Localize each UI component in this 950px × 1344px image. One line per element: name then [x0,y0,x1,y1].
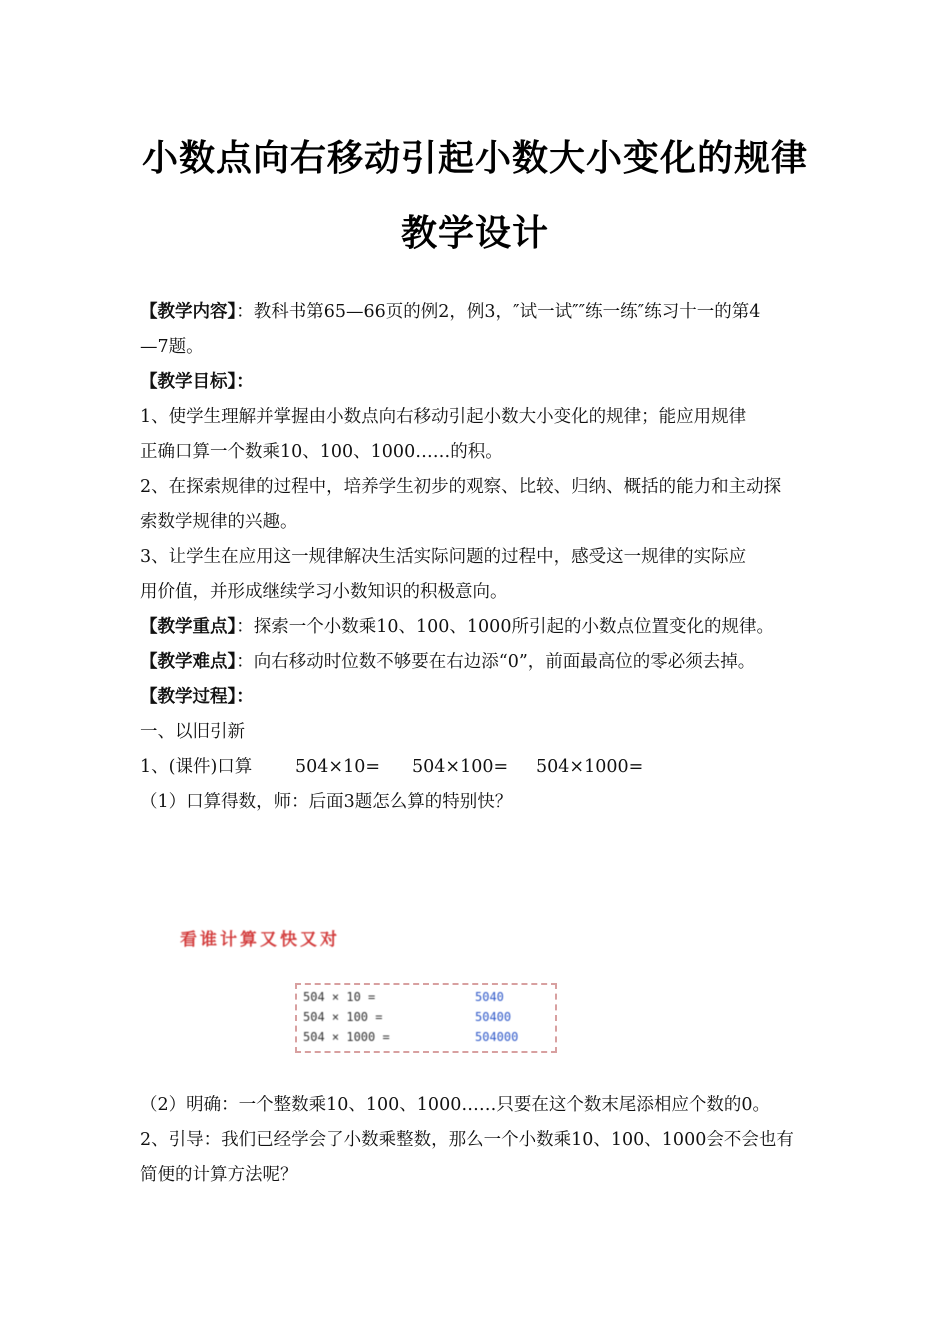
goal-2-line-2: 索数学规律的兴趣。 [140,512,298,532]
slide-answer-box [295,983,557,1053]
content-label: 【教学内容】 [140,302,237,322]
slide-row [303,1007,549,1027]
process-heading [140,680,820,715]
difficulty-line [140,645,820,680]
goal-1-line-1: 1、使学生理解并掌握由小数点向右移动引起小数大小变化的规律；能应用规律 [140,407,747,427]
slide-image [180,925,580,1044]
process-colon: ： [236,687,254,707]
content-line-2: —7题。 [140,337,204,357]
document-body-continued [140,1088,820,1193]
document-subtitle: 教学设计 [400,213,549,254]
slide-row [303,1027,549,1047]
difficulty-text: ：向右移动时位数不够要在右边添“0”，前面最高位的零必须去掉。 [236,652,756,672]
content-line [140,295,820,330]
goal-1-line-2: 正确口算一个数乘10、100、1000……的积。 [140,442,503,462]
slide-heading: 看谁计算又快又对 [180,930,340,950]
calc-expression-1: 504×10= [295,757,380,777]
question-2: （2）明确：一个整数乘10、100、1000……只要在这个数末尾添相应个数的0。 [140,1095,770,1115]
goals-label: 【教学目标】 [140,372,237,392]
calc-line [140,750,820,785]
key-point-text: ：探索一个小数乘10、100、1000所引起的小数点位置变化的规律。 [236,617,774,637]
question-1: （1）口算得数，师：后面3题怎么算的特别快？ [140,792,513,812]
slide-answer: 50400 [475,1010,512,1024]
slide-expression: 504 × 10 = [303,990,376,1004]
item-2-line-2: 简便的计算方法呢？ [140,1165,298,1185]
slide-answer: 504000 [475,1030,519,1044]
goal-3-line-2: 用价值，并形成继续学习小数知识的积极意向。 [140,582,508,602]
document-body [140,295,820,820]
section-1-heading: 一、以旧引新 [140,722,245,742]
item-2-line-1: 2、引导：我们已经学会了小数乘整数，那么一个小数乘10、100、1000会不会也有 [140,1130,794,1150]
goals-colon: ： [236,372,254,392]
goals-heading [140,365,820,400]
calc-expression-3: 504×1000= [536,757,644,777]
slide-expression: 504 × 1000 = [303,1030,390,1044]
goal-2-line-1: 2、在探索规律的过程中，培养学生初步的观察、比较、归纳、概括的能力和主动探 [140,477,782,497]
key-point-line [140,610,820,645]
process-label: 【教学过程】 [140,687,237,707]
content-text: ：教科书第65—66页的例2，例3，″试一试″″练一练″练习十一的第4 [236,302,761,322]
difficulty-label: 【教学难点】 [140,652,237,672]
document-title: 小数点向右移动引起小数大小变化的规律 [141,138,808,179]
slide-expression: 504 × 100 = [303,1010,383,1024]
calc-item-label: 1、(课件)口算 [140,757,253,777]
goal-3-line-1: 3、让学生在应用这一规律解决生活实际问题的过程中，感受这一规律的实际应 [140,547,747,567]
slide-row [303,987,549,1007]
slide-answer: 5040 [475,990,504,1004]
key-point-label: 【教学重点】 [140,617,237,637]
calc-expression-2: 504×100= [412,757,509,777]
